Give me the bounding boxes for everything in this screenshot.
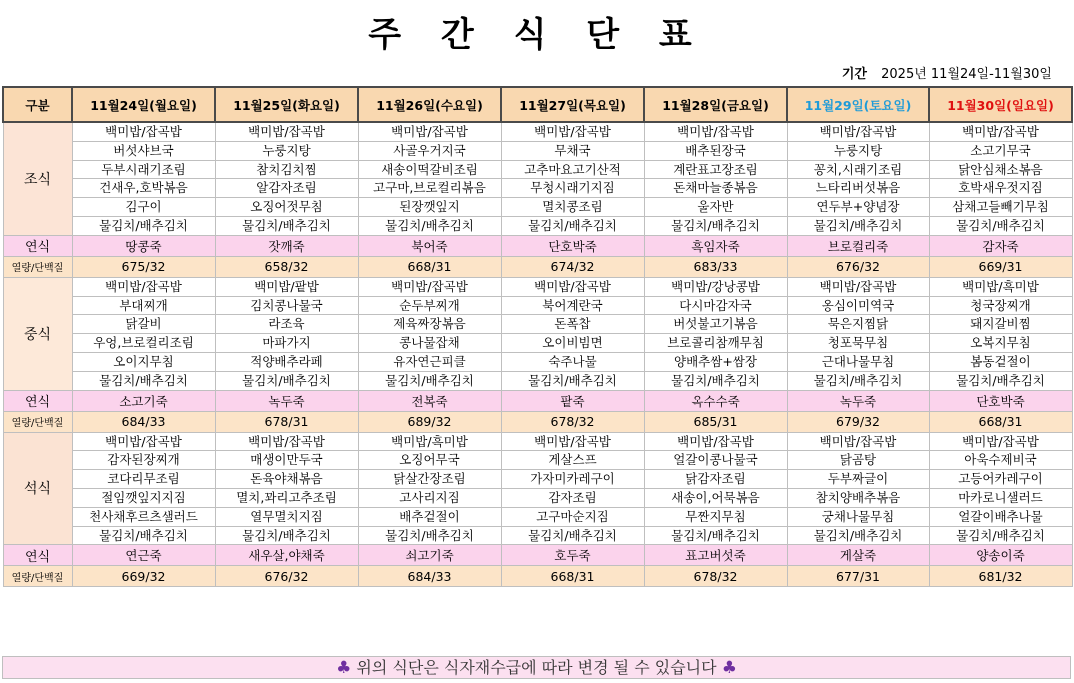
menu-item: 두부짜글이	[787, 470, 929, 489]
menu-item: 다시마감자국	[644, 296, 787, 315]
menu-item: 물김치/배추김치	[929, 216, 1072, 235]
menu-row	[3, 526, 1072, 545]
menu-item: 된장깻잎지	[358, 198, 501, 217]
menu-item: 누룽지탕	[787, 141, 929, 160]
menu-row	[3, 179, 1072, 198]
menu-item: 백미밥/잡곡밥	[215, 432, 358, 451]
porridge-item: 북어죽	[358, 235, 501, 256]
menu-item: 양배추쌈+쌈장	[644, 352, 787, 371]
day-header: 11월24일(월요일)	[72, 87, 215, 122]
menu-item: 오이비빔면	[501, 334, 644, 353]
porridge-label: 연식	[3, 235, 72, 256]
porridge-item: 표고버섯죽	[644, 545, 787, 566]
menu-item: 꽁치,시래기조림	[787, 160, 929, 179]
nutrition-row	[3, 411, 1072, 432]
menu-item: 숙주나물	[501, 352, 644, 371]
menu-row	[3, 432, 1072, 451]
menu-item: 궁채나물무침	[787, 507, 929, 526]
menu-item: 백미밥/잡곡밥	[215, 122, 358, 141]
menu-item: 백미밥/잡곡밥	[929, 122, 1072, 141]
nutrition-row	[3, 566, 1072, 587]
menu-row	[3, 296, 1072, 315]
period-label: 기간	[841, 67, 867, 82]
porridge-row	[3, 235, 1072, 256]
menu-item: 백미밥/잡곡밥	[72, 277, 215, 296]
page-title: 주 간 식 단 표	[368, 15, 706, 55]
porridge-item: 잣깨죽	[215, 235, 358, 256]
menu-item: 봄동겉절이	[929, 352, 1072, 371]
nutrition-value: 668/31	[929, 411, 1072, 432]
menu-item: 유자연근피클	[358, 352, 501, 371]
menu-item: 돈폭찹	[501, 315, 644, 334]
menu-item: 천사채후르츠샐러드	[72, 507, 215, 526]
menu-item: 묵은지찜닭	[787, 315, 929, 334]
menu-body	[3, 122, 1072, 587]
meal-label: 중식	[3, 277, 72, 390]
porridge-item: 쇠고기죽	[358, 545, 501, 566]
menu-item: 돈채마늘종볶음	[644, 179, 787, 198]
menu-item: 북어계란국	[501, 296, 644, 315]
menu-item: 버섯불고기볶음	[644, 315, 787, 334]
period-value: 2025년 11월24일-11월30일	[881, 67, 1052, 82]
category-header: 구분	[3, 87, 72, 122]
menu-item: 백미밥/팥밥	[215, 277, 358, 296]
day-header: 11월26일(수요일)	[358, 87, 501, 122]
menu-item: 연두부+양념장	[787, 198, 929, 217]
menu-item: 백미밥/강낭콩밥	[644, 277, 787, 296]
menu-item: 새송이떡갈비조림	[358, 160, 501, 179]
menu-item: 닭감자조림	[644, 470, 787, 489]
menu-row	[3, 451, 1072, 470]
menu-item: 고사리지짐	[358, 488, 501, 507]
menu-item: 얼갈이콩나물국	[644, 451, 787, 470]
menu-item: 감자된장찌개	[72, 451, 215, 470]
weekly-menu-table	[2, 86, 1073, 587]
menu-item: 청포묵무침	[787, 334, 929, 353]
menu-item: 소고기무국	[929, 141, 1072, 160]
footer-text: 위의 식단은 식자재수급에 따라 변경 될 수 있습니다	[356, 658, 717, 677]
menu-row	[3, 315, 1072, 334]
menu-item: 참치양배추볶음	[787, 488, 929, 507]
menu-item: 삼채고들빼기무침	[929, 198, 1072, 217]
menu-item: 물김치/배추김치	[787, 371, 929, 390]
menu-item: 백미밥/잡곡밥	[358, 277, 501, 296]
menu-item: 호박새우젓지짐	[929, 179, 1072, 198]
porridge-item: 녹두죽	[215, 390, 358, 411]
menu-item: 백미밥/잡곡밥	[358, 122, 501, 141]
menu-item: 마카로니샐러드	[929, 488, 1072, 507]
menu-item: 물김치/배추김치	[929, 526, 1072, 545]
menu-item: 알감자조림	[215, 179, 358, 198]
menu-item: 물김치/배추김치	[644, 526, 787, 545]
menu-item: 백미밥/잡곡밥	[72, 432, 215, 451]
menu-item: 백미밥/잡곡밥	[644, 432, 787, 451]
nutrition-value: 678/31	[215, 411, 358, 432]
menu-item: 가자미카레구이	[501, 470, 644, 489]
menu-row	[3, 141, 1072, 160]
period-info	[842, 64, 1052, 86]
menu-item: 마파가지	[215, 334, 358, 353]
porridge-item: 단호박죽	[501, 235, 644, 256]
nutrition-value: 678/32	[501, 411, 644, 432]
day-header-saturday: 11월29일(토요일)	[787, 87, 929, 122]
day-header: 11월25일(화요일)	[215, 87, 358, 122]
menu-item: 백미밥/잡곡밥	[501, 122, 644, 141]
menu-item: 두부시래기조림	[72, 160, 215, 179]
menu-item: 백미밥/잡곡밥	[72, 122, 215, 141]
menu-item: 물김치/배추김치	[929, 371, 1072, 390]
menu-item: 건새우,호박볶음	[72, 179, 215, 198]
menu-item: 고구마순지짐	[501, 507, 644, 526]
menu-item: 고구마,브로컬리볶음	[358, 179, 501, 198]
menu-item: 버섯샤브국	[72, 141, 215, 160]
menu-item: 물김치/배추김치	[72, 526, 215, 545]
menu-item: 사골우거지국	[358, 141, 501, 160]
menu-item: 김구이	[72, 198, 215, 217]
menu-row	[3, 488, 1072, 507]
menu-row	[3, 507, 1072, 526]
menu-item: 라조육	[215, 315, 358, 334]
menu-item: 백미밥/잡곡밥	[787, 277, 929, 296]
porridge-item: 감자죽	[929, 235, 1072, 256]
club-icon: ♣	[721, 658, 737, 678]
menu-item: 백미밥/잡곡밥	[929, 432, 1072, 451]
menu-item: 참치김치찜	[215, 160, 358, 179]
menu-item: 닭살간장조림	[358, 470, 501, 489]
porridge-item: 양송이죽	[929, 545, 1072, 566]
menu-item: 부대찌개	[72, 296, 215, 315]
menu-item: 닭안심채소볶음	[929, 160, 1072, 179]
nutrition-value: 677/31	[787, 566, 929, 587]
nutrition-value: 685/31	[644, 411, 787, 432]
nutrition-value: 668/31	[358, 256, 501, 277]
nutrition-value: 679/32	[787, 411, 929, 432]
nutrition-value: 681/32	[929, 566, 1072, 587]
nutrition-value: 674/32	[501, 256, 644, 277]
menu-row	[3, 198, 1072, 217]
menu-row	[3, 352, 1072, 371]
menu-item: 물김치/배추김치	[787, 526, 929, 545]
nutrition-value: 676/32	[215, 566, 358, 587]
porridge-item: 흑임자죽	[644, 235, 787, 256]
menu-item: 오이지무침	[72, 352, 215, 371]
menu-item: 물김치/배추김치	[501, 216, 644, 235]
menu-item: 청국장찌개	[929, 296, 1072, 315]
menu-row	[3, 122, 1072, 141]
menu-item: 코다리무조림	[72, 470, 215, 489]
porridge-row	[3, 545, 1072, 566]
porridge-item: 호두죽	[501, 545, 644, 566]
porridge-item: 게살죽	[787, 545, 929, 566]
menu-item: 순두부찌개	[358, 296, 501, 315]
menu-item: 오복지무침	[929, 334, 1072, 353]
nutrition-value: 675/32	[72, 256, 215, 277]
menu-item: 브로콜리참깨무침	[644, 334, 787, 353]
porridge-label: 연식	[3, 390, 72, 411]
menu-item: 고등어카레구이	[929, 470, 1072, 489]
header-row	[3, 87, 1072, 122]
menu-item: 백미밥/잡곡밥	[787, 432, 929, 451]
nutrition-value: 678/32	[644, 566, 787, 587]
nutrition-value: 684/33	[358, 566, 501, 587]
menu-row	[3, 334, 1072, 353]
menu-item: 물김치/배추김치	[72, 216, 215, 235]
menu-item: 아욱수제비국	[929, 451, 1072, 470]
menu-row	[3, 216, 1072, 235]
day-header: 11월27일(목요일)	[501, 87, 644, 122]
menu-item: 돈육야채볶음	[215, 470, 358, 489]
menu-item: 물김치/배추김치	[644, 371, 787, 390]
meal-label: 조식	[3, 122, 72, 235]
porridge-item: 브로컬리죽	[787, 235, 929, 256]
nutrition-value: 689/32	[358, 411, 501, 432]
menu-item: 오징어젓무침	[215, 198, 358, 217]
porridge-item: 전복죽	[358, 390, 501, 411]
nutrition-row	[3, 256, 1072, 277]
menu-row	[3, 160, 1072, 179]
menu-item: 김치콩나물국	[215, 296, 358, 315]
menu-item: 배추된장국	[644, 141, 787, 160]
nutrition-value: 683/33	[644, 256, 787, 277]
menu-item: 멸치,꽈리고추조림	[215, 488, 358, 507]
menu-item: 고추마요고기산적	[501, 160, 644, 179]
menu-item: 옹심이미역국	[787, 296, 929, 315]
menu-item: 무짠지무침	[644, 507, 787, 526]
porridge-row	[3, 390, 1072, 411]
day-header-sunday: 11월30일(일요일)	[929, 87, 1072, 122]
menu-item: 절임깻잎지지짐	[72, 488, 215, 507]
menu-item: 콩나물잡채	[358, 334, 501, 353]
nutrition-label: 열량/단백질	[3, 411, 72, 432]
nutrition-value: 669/32	[72, 566, 215, 587]
menu-item: 느타리버섯볶음	[787, 179, 929, 198]
menu-item: 울자반	[644, 198, 787, 217]
porridge-label: 연식	[3, 545, 72, 566]
menu-item: 누룽지탕	[215, 141, 358, 160]
nutrition-value: 669/31	[929, 256, 1072, 277]
porridge-item: 소고기죽	[72, 390, 215, 411]
porridge-item: 땅콩죽	[72, 235, 215, 256]
menu-item: 새송이,어묵볶음	[644, 488, 787, 507]
menu-item: 백미밥/잡곡밥	[501, 277, 644, 296]
menu-row	[3, 371, 1072, 390]
menu-item: 매생이만두국	[215, 451, 358, 470]
menu-item: 게살스프	[501, 451, 644, 470]
nutrition-label: 열량/단백질	[3, 256, 72, 277]
menu-item: 물김치/배추김치	[215, 526, 358, 545]
menu-item: 물김치/배추김치	[501, 371, 644, 390]
menu-item: 물김치/배추김치	[215, 371, 358, 390]
menu-item: 적양배추라페	[215, 352, 358, 371]
menu-item: 물김치/배추김치	[501, 526, 644, 545]
porridge-item: 팥죽	[501, 390, 644, 411]
menu-item: 얼갈이배추나물	[929, 507, 1072, 526]
nutrition-value: 676/32	[787, 256, 929, 277]
menu-item: 물김치/배추김치	[644, 216, 787, 235]
menu-row	[3, 277, 1072, 296]
menu-item: 물김치/배추김치	[215, 216, 358, 235]
menu-item: 무청시래기지짐	[501, 179, 644, 198]
menu-item: 감자조림	[501, 488, 644, 507]
menu-item: 백미밥/잡곡밥	[644, 122, 787, 141]
menu-item: 열무멸치지짐	[215, 507, 358, 526]
menu-item: 우엉,브로컬리조림	[72, 334, 215, 353]
menu-item: 물김치/배추김치	[358, 216, 501, 235]
menu-item: 물김치/배추김치	[358, 526, 501, 545]
porridge-item: 연근죽	[72, 545, 215, 566]
menu-item: 물김치/배추김치	[787, 216, 929, 235]
meal-label: 석식	[3, 432, 72, 545]
footer-notice	[2, 656, 1071, 679]
porridge-item: 단호박죽	[929, 390, 1072, 411]
menu-item: 제육짜장볶음	[358, 315, 501, 334]
porridge-item: 녹두죽	[787, 390, 929, 411]
menu-item: 멸치콩조림	[501, 198, 644, 217]
menu-item: 계란표고장조림	[644, 160, 787, 179]
menu-item: 백미밥/흑미밥	[929, 277, 1072, 296]
menu-item: 돼지갈비찜	[929, 315, 1072, 334]
nutrition-value: 684/33	[72, 411, 215, 432]
nutrition-value: 658/32	[215, 256, 358, 277]
nutrition-label: 열량/단백질	[3, 566, 72, 587]
nutrition-value: 668/31	[501, 566, 644, 587]
menu-item: 배추겉절이	[358, 507, 501, 526]
menu-item: 닭곰탕	[787, 451, 929, 470]
menu-item: 백미밥/잡곡밥	[787, 122, 929, 141]
menu-item: 무채국	[501, 141, 644, 160]
menu-item: 물김치/배추김치	[72, 371, 215, 390]
menu-item: 근대나물무침	[787, 352, 929, 371]
menu-item: 닭갈비	[72, 315, 215, 334]
menu-item: 백미밥/흑미밥	[358, 432, 501, 451]
porridge-item: 옥수수죽	[644, 390, 787, 411]
menu-item: 오징어무국	[358, 451, 501, 470]
menu-item: 물김치/배추김치	[358, 371, 501, 390]
menu-row	[3, 470, 1072, 489]
porridge-item: 새우살,야채죽	[215, 545, 358, 566]
menu-item: 백미밥/잡곡밥	[501, 432, 644, 451]
day-header: 11월28일(금요일)	[644, 87, 787, 122]
club-icon: ♣	[336, 658, 352, 678]
